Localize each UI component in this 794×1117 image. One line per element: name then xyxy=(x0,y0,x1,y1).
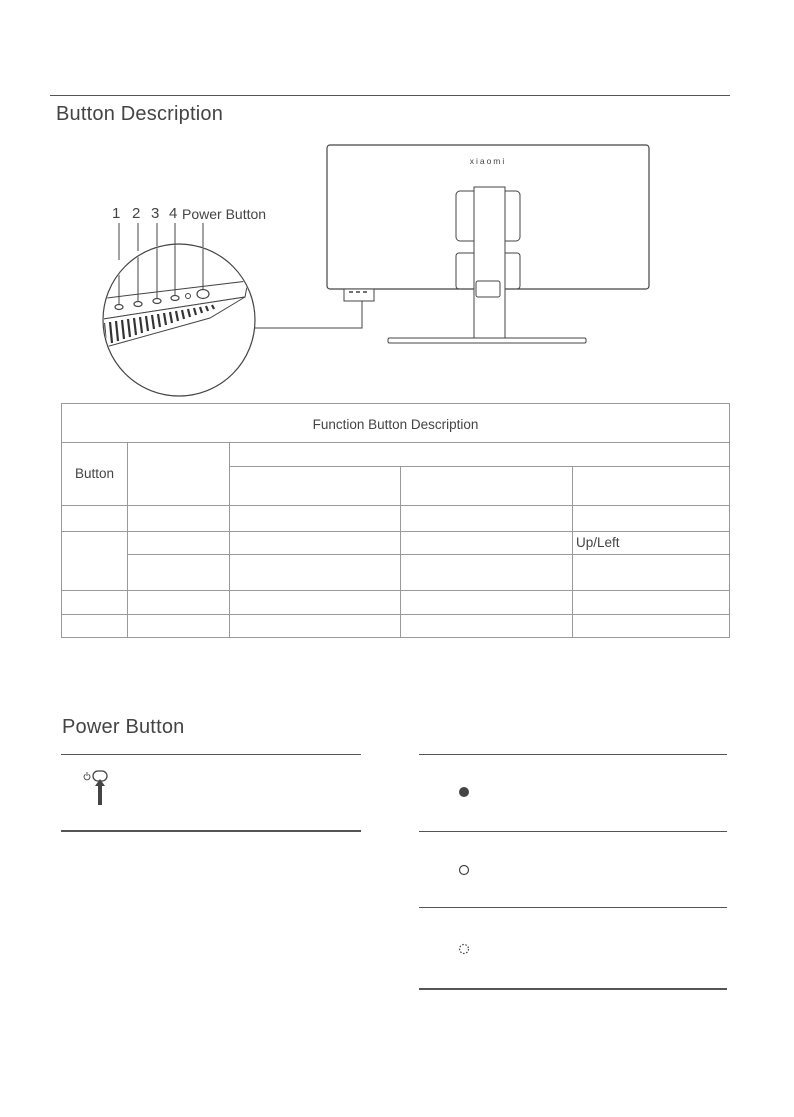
power-right-rule-4 xyxy=(419,988,727,990)
power-right-rule-2 xyxy=(419,831,727,832)
power-left-bottom-rule xyxy=(61,830,361,832)
monitor-diagram-svg xyxy=(50,135,730,405)
panel-power-button xyxy=(197,290,209,299)
led-solid-icon xyxy=(458,785,470,797)
callout-2: 2 xyxy=(132,205,141,222)
top-rule xyxy=(50,95,730,96)
button-cluster-box xyxy=(344,289,374,301)
power-right-rule-1 xyxy=(419,754,727,755)
leader-line xyxy=(255,301,362,328)
power-right-rule-3 xyxy=(419,907,727,908)
callout-1: 1 xyxy=(112,205,121,222)
led-hollow-icon xyxy=(458,863,470,875)
header-button: Button xyxy=(74,466,115,481)
callout-4: 4 xyxy=(169,205,178,222)
monitor-button-diagram xyxy=(50,135,730,405)
panel-led xyxy=(186,294,191,299)
led-dotted-icon xyxy=(458,942,470,954)
stand-neck xyxy=(474,187,505,340)
power-symbol-icon xyxy=(80,769,116,809)
table-title: Function Button Description xyxy=(312,417,479,432)
panel-button-1 xyxy=(115,305,123,310)
callout-power-button: Power Button xyxy=(182,206,267,222)
panel-button-3 xyxy=(153,299,161,304)
stand-handle-slot xyxy=(476,281,500,297)
power-left-top-rule xyxy=(61,754,361,755)
button-description-title: Button Description xyxy=(56,103,224,125)
stand-base xyxy=(388,338,586,343)
cell-up-left: Up/Left xyxy=(576,535,620,550)
panel-button-2 xyxy=(134,302,142,307)
panel-button-4 xyxy=(171,296,179,301)
function-button-table xyxy=(61,403,730,638)
power-button-title: Power Button xyxy=(62,716,185,738)
brand-logo-text: xiaomi xyxy=(469,156,507,166)
callout-3: 3 xyxy=(151,205,160,222)
